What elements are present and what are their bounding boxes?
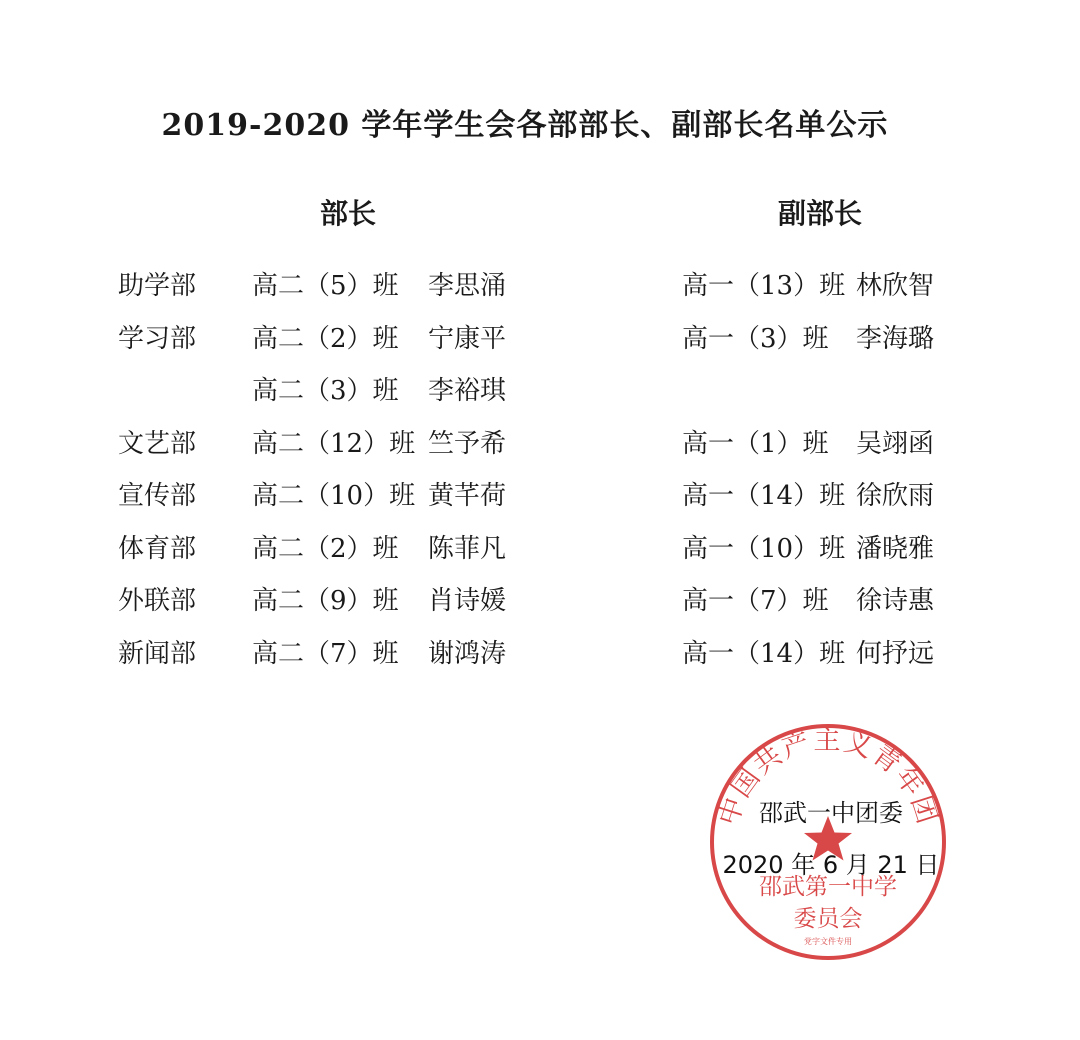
deputy-class: 高一（3）班 [682, 323, 829, 354]
head-name: 陈菲凡 [428, 533, 507, 564]
deputy-class: 高一（13）班 [682, 271, 846, 301]
roster-row [0, 319, 1080, 372]
deputy-name: 吴翊函 [856, 428, 935, 459]
deputy-class: 高一（14）班 [682, 638, 846, 669]
deputy-class: 高一（10）班 [682, 533, 846, 564]
department-name: 助学部 [118, 271, 197, 301]
head-class: 高二（7）班 [252, 638, 399, 669]
roster-row [0, 424, 1080, 477]
page-title: 2019-2020 学年学生会各部部长、副部长名单公示 [161, 108, 889, 143]
issuer-name: 邵武一中团委 [759, 799, 903, 827]
deputy-class: 高一（14）班 [682, 481, 846, 511]
roster-row [0, 266, 1080, 319]
head-name: 黄芊荷 [428, 481, 507, 511]
department-name: 文艺部 [118, 428, 197, 459]
roster-row [0, 581, 1080, 634]
head-name: 李思涌 [428, 271, 507, 301]
department-name: 新闻部 [118, 638, 197, 669]
head-class: 高二（12）班 [252, 428, 416, 459]
deputy-name: 何抒远 [856, 638, 935, 669]
department-name: 体育部 [118, 533, 197, 564]
head-class: 高二（3）班 [252, 376, 399, 406]
head-name: 宁康平 [428, 323, 507, 354]
roster-row [0, 371, 1080, 424]
head-name: 竺予希 [428, 428, 507, 459]
column-header-deputy: 副部长 [778, 197, 863, 230]
head-class: 高二（2）班 [252, 533, 399, 564]
deputy-name: 林欣智 [856, 271, 935, 301]
deputy-name: 徐欣雨 [856, 481, 935, 511]
deputy-class: 高一（7）班 [682, 586, 829, 616]
deputy-name: 徐诗惠 [856, 586, 935, 616]
roster-list [0, 266, 1080, 686]
column-header-head: 部长 [320, 197, 377, 230]
seal-school-text: 邵武第一中学 [759, 874, 897, 900]
department-name: 宣传部 [118, 481, 197, 511]
seal-small-text: 党字文件专用 [804, 937, 852, 946]
department-name: 学习部 [118, 323, 197, 354]
head-class: 高二（2）班 [252, 323, 399, 354]
deputy-name: 潘晓雅 [856, 533, 935, 564]
seal-committee-text: 委员会 [793, 906, 863, 932]
head-class: 高二（9）班 [252, 586, 399, 616]
head-name: 肖诗媛 [428, 586, 507, 616]
head-class: 高二（5）班 [252, 271, 399, 301]
roster-row [0, 529, 1080, 582]
department-name: 外联部 [118, 586, 197, 616]
roster-row [0, 634, 1080, 687]
head-name: 李裕琪 [428, 376, 507, 406]
issue-date: 2020 年 6 月 21 日 [722, 851, 940, 879]
deputy-class: 高一（1）班 [682, 428, 829, 459]
seal-arc-text: 中国共产主义青年团 [713, 725, 943, 830]
head-name: 谢鸿涛 [428, 638, 507, 669]
deputy-name: 李海璐 [856, 323, 935, 354]
roster-row [0, 476, 1080, 529]
head-class: 高二（10）班 [252, 481, 416, 511]
